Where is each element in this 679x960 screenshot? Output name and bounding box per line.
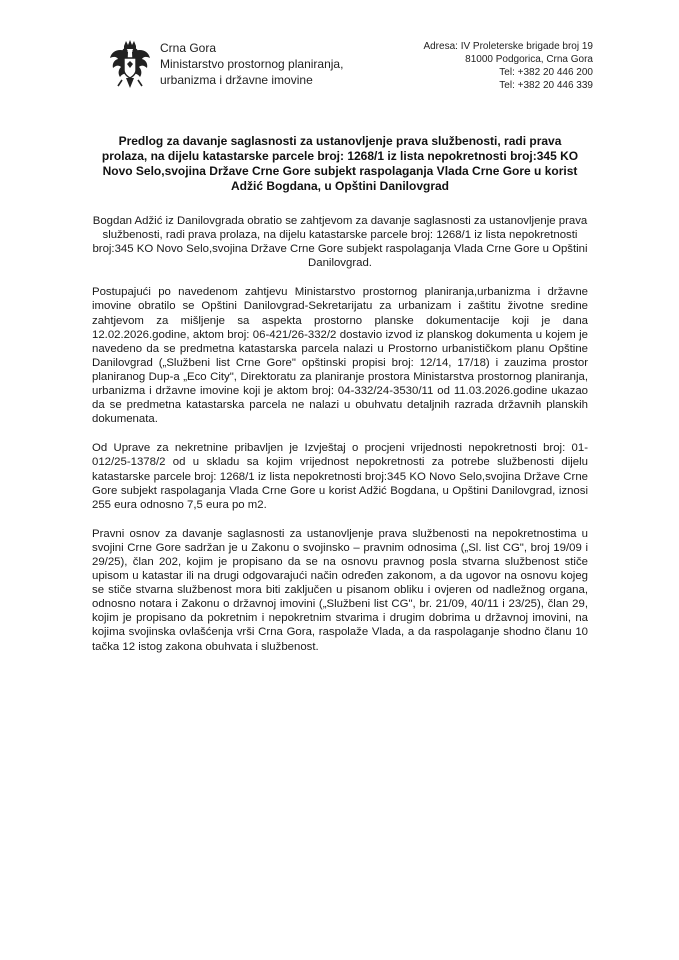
address-phone-2: Tel: +382 20 446 339 xyxy=(499,80,593,91)
address-block xyxy=(423,40,593,92)
address-phone-1: Tel: +382 20 446 200 xyxy=(499,67,593,78)
paragraph-request: Bogdan Adžić iz Danilovgrada obratio se zahtjevom za davanje saglasnosti za ustanovljenje prava službenosti, radi prava prolaza, na dijelu katastarske parcele broj: 1268/1 iz lista nepokretnosti broj:345 KO Novo Selo,svojina Države Crne Gore subjekt raspolaganja Vlada Crne Gore u Opštini Danilovgrad. xyxy=(92,215,588,270)
document-title: Predlog za davanje saglasnosti za ustanovljenje prava službenosti, radi prava prolaza, na dijelu katastarske parcele broj: 1268/1 iz lista nepokretnosti broj:345 KO Novo Selo,svojina Države Crne Gore subjekt raspolaganja Vlada Crne Gore u korist Adžić Bogdana, u Opštini Danilovgrad xyxy=(101,134,579,193)
ministry-name-line-1: Ministarstvo prostornog planiranja, xyxy=(160,57,344,71)
paragraph-legal-basis: Pravni osnov za davanje saglasnosti za ustanovljenje prava službenosti na nepokretnostima u svojini Crne Gore sadržan je u Zakonu o svojinsko – pravnim odnosima („Sl. list CG", broj 19/09 i 29/25), član 202, kojim je propisano da se na osnovu pravnog posla stvarna službenost stiče upisom u katastar ili na drugi odgovarajući način određen zakonom, a da ugovor na osnovu kojeg se stiče stvarna službenost mora biti zaključen u pisanom obliku i ovjeren od nadležnog organa, odnosno notara i Zakonu o državnoj imovini („Službeni list CG", br. 21/09, 40/11 i 23/25), član 29, kojim je propisano da pokretnim i nepokretnim stvarima i drugim dobrima u državnoj imovini, na kojima svojinska ovlašćenja vrši Crna Gora, raspolaže Vlada, a da raspolaganje shodno članu 10 tačka 12 istog zakona obuhvata i službenost. xyxy=(92,527,588,653)
country-name: Crna Gora xyxy=(160,41,217,55)
document-body xyxy=(92,214,588,669)
ministry-name-line-2: urbanizma i državne imovine xyxy=(160,73,313,87)
address-city: 81000 Podgorica, Crna Gora xyxy=(465,54,593,65)
address-street: Adresa: IV Proleterske brigade broj 19 xyxy=(423,41,593,52)
ministry-header xyxy=(160,40,343,88)
paragraph-procedure: Postupajući po navedenom zahtjevu Ministarstvo prostornog planiranja,urbanizma i državne imovine obratilo se Opštini Danilovgrad-Sekretarijatu za urbanizam i zaštitu životne sredine zahtjevom za mišljenje sa aspekta prostorno planske dokumentacije koji je dana 12.02.2026.godine, aktom broj: 06-421/26-332/2 dostavio izvod iz planskog dokumenta u kojem je navedeno da se predmetna katastarska parcela nalazi u Prostorno urbanističkom planu Opštine Danilovgrad („Službeni list Crne Gore" opštinski propisi broj: 12/14, 17/18) i zauzima prostor planiranog Dup-a „Eco City", Direktoratu za planiranje prostora Ministarstva prostornog planiranja, urbanizma i državne imovine koji je aktom broj: 04-332/24-3530/11 od 11.03.2026.godine ukazao da se predmetna katastarska parcela ne nalazi u obuhvatu detaljnih razrada državnih planskih dokumenata. xyxy=(92,286,588,426)
paragraph-valuation: Od Uprave za nekretnine pribavljen je Izvještaj o procjeni vrijednosti nepokretnosti broj: 01-012/25-1378/2 od u skladu sa kojim vrijednost nepokretnosti za potrebe službenosti dijelu katastarske parcele broj: 1268/1 iz lista nepokretnosti broj:345 KO Novo Selo,svojina Države Crne Gore subjekt raspolaganja Vlada Crne Gore u korist Adžić Bogdana, u Opštini Danilovgrad, iznosi 255 eura odnosno 7,5 eura po m2. xyxy=(92,442,588,511)
montenegro-coat-of-arms-icon xyxy=(108,40,152,92)
